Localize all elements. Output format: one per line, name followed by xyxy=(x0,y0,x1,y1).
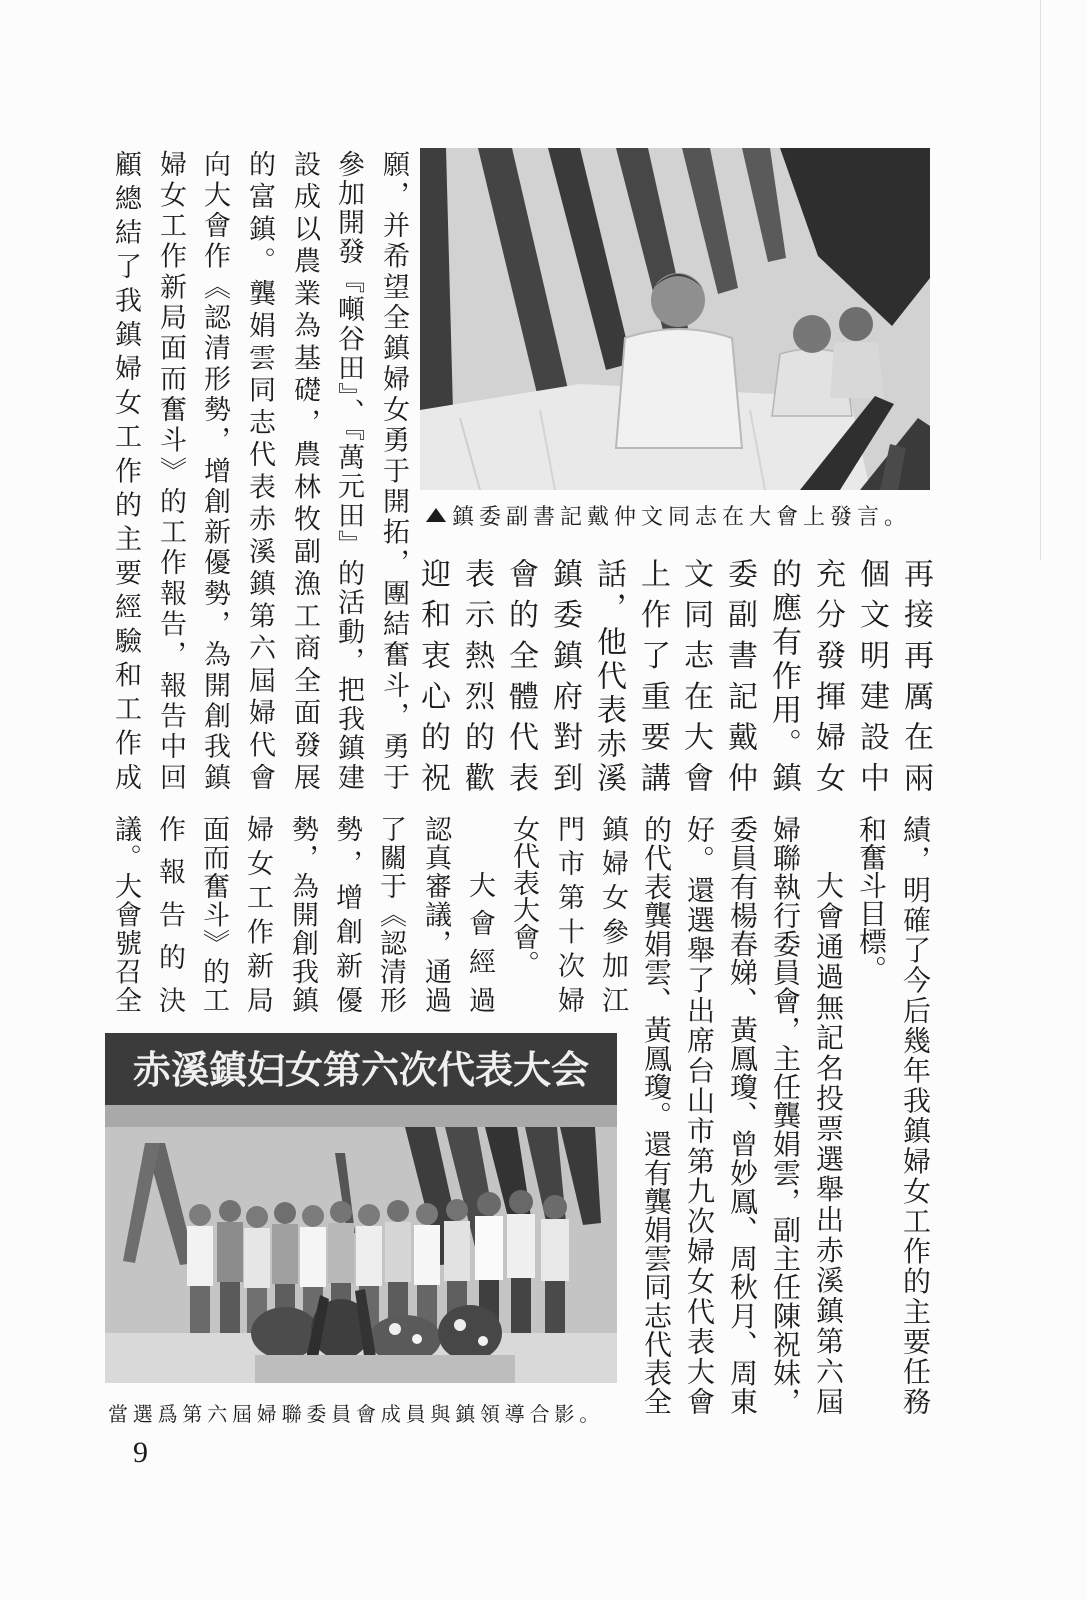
photo-speaker-image xyxy=(420,148,930,490)
text-column: 績，明確了今后幾年我鎮婦女工作的主要任務 xyxy=(899,815,932,1415)
text-column: 充分發揮婦女 xyxy=(810,558,845,792)
person-body xyxy=(414,1225,440,1285)
person-legs xyxy=(220,1282,240,1333)
scan-edge-line xyxy=(1040,0,1041,560)
text-column: 認真審議，通過 xyxy=(420,815,451,1013)
flower xyxy=(389,1323,401,1335)
text-column: 的應有作用。鎮 xyxy=(766,558,801,792)
photo-speaker xyxy=(420,148,930,490)
person-legs xyxy=(190,1286,210,1333)
text-column: 婦女工作新局面而奮斗》的工作報告，報告中回 xyxy=(155,150,186,790)
person-head xyxy=(446,1199,468,1221)
text-column: 面而奮斗》的工 xyxy=(198,815,229,1013)
text-column: 委員有楊春娣、黃鳳瓊、曾妙鳳、周秋月、周東 xyxy=(726,815,759,1415)
speaker-head xyxy=(651,273,705,327)
person-body xyxy=(356,1226,382,1286)
text-column: 婦女工作新局 xyxy=(242,815,273,1013)
person-body xyxy=(507,1214,535,1278)
photo-group xyxy=(105,1033,617,1383)
person-body xyxy=(300,1227,326,1287)
text-column: 向大會作《認清形勢，增創新優勢，為開創我鎮 xyxy=(199,150,230,790)
photo-caption-top xyxy=(426,500,931,530)
person-body xyxy=(385,1222,411,1282)
text-column: 文同志在大會 xyxy=(678,558,713,792)
person-body xyxy=(444,1221,470,1281)
text-column: 願，并希望全鎮婦女勇于開拓，團結奮斗，勇于 xyxy=(378,150,409,790)
flower xyxy=(478,1336,488,1346)
person-body xyxy=(541,1219,569,1281)
text-column: 的富鎮。龔娟雲同志代表赤溪鎮第六屆婦代會 xyxy=(244,150,275,790)
pointer-up-icon xyxy=(426,508,446,522)
text-column: 表示熱烈的歡 xyxy=(459,558,494,792)
text-column-paragraph-end: 和奮斗目標。 xyxy=(855,815,888,983)
seated-figure-body xyxy=(830,342,884,398)
text-column: 再接再厲在兩 xyxy=(898,558,933,792)
person-head xyxy=(330,1201,352,1223)
text-column: 參加開發『噸谷田』、『萬元田』的活動，把我鎮建 xyxy=(333,150,364,790)
text-column: 勢，為開創我鎮 xyxy=(287,815,318,1013)
text-column: 上作了重要講 xyxy=(635,558,670,792)
photo-caption-top-text: 鎮委副書記戴仲文同志在大會上發言。 xyxy=(452,504,912,530)
speaker-shirt xyxy=(616,329,742,448)
person-head xyxy=(189,1204,211,1226)
person-head xyxy=(509,1190,533,1214)
photo-caption-bottom: 當選爲第六屆婦聯委員會成員與鎮領導合影。 xyxy=(108,1402,604,1426)
person-body xyxy=(217,1222,243,1282)
text-column: 迎和衷心的祝 xyxy=(415,558,450,792)
text-column: 作報告的決 xyxy=(154,815,185,1013)
person-head xyxy=(416,1203,438,1225)
person-head xyxy=(358,1204,380,1226)
flower-pots xyxy=(255,1355,515,1383)
text-column: 話，他代表赤溪 xyxy=(591,558,626,792)
flower xyxy=(412,1334,422,1344)
text-column: 個文明建設中 xyxy=(854,558,889,792)
seated-figure-head xyxy=(839,307,873,341)
person-head xyxy=(543,1195,567,1219)
person-legs xyxy=(545,1281,565,1333)
flower xyxy=(454,1319,466,1331)
text-column: 勢，增創新優 xyxy=(331,815,362,1013)
person-head xyxy=(302,1205,324,1227)
text-column: 設成以農業為基礎，農林牧副漁工商全面發展 xyxy=(289,150,320,790)
text-column: 婦聯執行委員會，主任龔娟雲，副主任陳祝妹， xyxy=(769,815,802,1415)
person-head xyxy=(274,1202,296,1224)
banner-text: 赤溪鎮妇女第六次代表大会 xyxy=(133,1048,589,1092)
text-column: 好。還選舉了出席台山市第九次婦女代表大會 xyxy=(683,815,716,1415)
text-column: 顧總結了我鎮婦女工作的主要經驗和工作成 xyxy=(110,150,141,790)
text-column-paragraph-end: 女代表大會。 xyxy=(508,815,539,977)
person-body xyxy=(328,1223,354,1283)
person-head xyxy=(477,1192,501,1216)
text-column-paragraph-start: 大會經過 xyxy=(464,871,495,1013)
text-column: 會的全體代表 xyxy=(503,558,538,792)
text-column: 鎮委鎮府對到 xyxy=(547,558,582,792)
text-column-paragraph-start: 大會通過無記名投票選舉出赤溪鎮第六屆 xyxy=(812,871,845,1415)
page-number: 9 xyxy=(133,1436,148,1469)
person-legs xyxy=(511,1278,531,1333)
person-head xyxy=(246,1206,268,1228)
text-column: 門市第十次婦 xyxy=(553,815,584,1013)
text-column: 鎮婦女參加江 xyxy=(597,815,628,1013)
text-column: 了關于《認清形 xyxy=(375,815,406,1013)
photo-group-image xyxy=(105,1033,617,1383)
wall-strip xyxy=(105,1105,617,1127)
person-body xyxy=(187,1226,213,1286)
text-column: 議。大會號召全 xyxy=(110,815,141,1013)
person-head xyxy=(387,1200,409,1222)
person-body xyxy=(272,1224,298,1284)
person-body xyxy=(475,1216,503,1280)
person-head xyxy=(219,1200,241,1222)
text-column: 委副書記戴仲 xyxy=(722,558,757,792)
person-body xyxy=(244,1228,270,1288)
seated-figure-head xyxy=(793,315,831,353)
text-column: 的代表龔娟雲、黃鳳瓊。還有龔娟雲同志代表全 xyxy=(640,815,673,1415)
plant-foliage xyxy=(438,1305,502,1361)
meeting-banner xyxy=(105,1033,617,1105)
